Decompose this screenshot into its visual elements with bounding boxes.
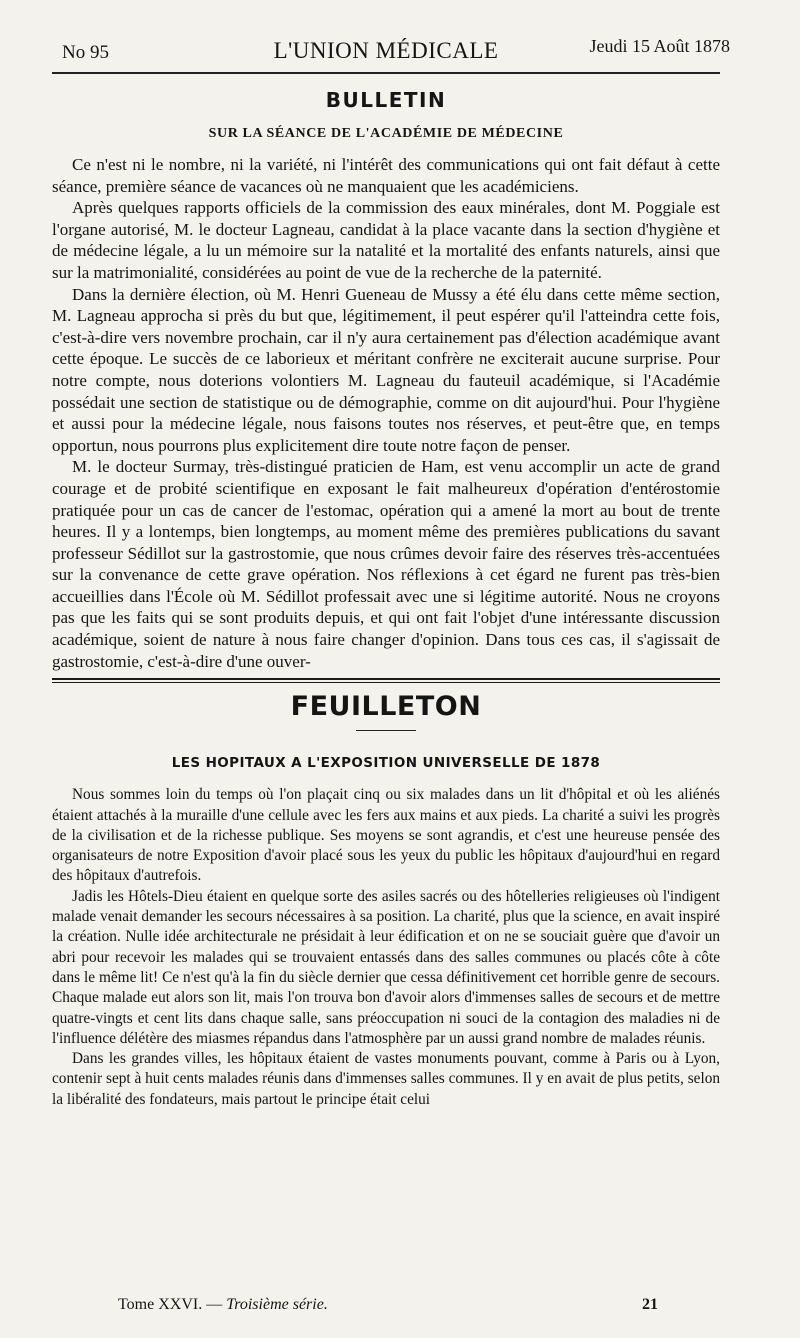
header-rule	[52, 72, 720, 74]
issue-date: Jeudi 15 Août 1878	[589, 36, 730, 56]
bulletin-subtitle: SUR LA SÉANCE DE L'ACADÉMIE DE MÉDECINE	[208, 126, 564, 141]
feuilleton-title-rule	[356, 730, 416, 731]
feuilleton-body	[52, 785, 720, 1110]
volume-info	[118, 1296, 328, 1314]
bulletin-paragraph: Dans la dernière élection, où M. Henri Gueneau de Mussy a été élu dans cette même section, M. Lagneau approcha si près du but que, légitimement, il peut espérer qu'il l'atteindra cette fois, c'est-à-dire vers novembre prochain, car il n'y aura certainement pas d'élection académique avant cette époque. Le succès de ce laborieux et méritant confrère ne exciterait aucune surprise. Pour notre compte, nous doterions volontiers M. Lagneau du fauteuil académique, si l'Académie possédait une section de statistique ou de démographie, comme on dit aujourd'hui. Pour l'hygiène et aussi pour la médecine légale, nous faisons toutes nos réserves, et peut-être que, en temps opportun, nous pourrons plus explicitement dire toute notre façon de penser.	[52, 284, 720, 455]
feuilleton-paragraph: Nous sommes loin du temps où l'on plaçait cinq ou six malades dans un lit d'hôpital et où les aliénés étaient attachés à la muraille d'une cellule avec les fers aux mains et aux pieds. La charité a suivi les progrès de la civilisation et de la richesse publique. Ses moyens se sont agrandis, et c'est une heureuse pensée des organisateurs de notre Exposition d'avoir placé sous les yeux du public les hôpitaux d'aujourd'hui en regard des hôpitaux d'autrefois.	[52, 786, 720, 885]
bulletin-paragraph: Ce n'est ni le nombre, ni la variété, ni l'intérêt des communications qui ont fait défaut à cette séance, première séance de vacances où ne manquaient que les académiciens.	[52, 155, 720, 196]
feuilleton-subtitle: LES HOPITAUX A L'EXPOSITION UNIVERSELLE DE 1878	[171, 755, 601, 772]
running-head	[52, 30, 730, 64]
bulletin-body	[52, 154, 720, 672]
page-number: 21	[642, 1296, 658, 1313]
bulletin-paragraph: Après quelques rapports officiels de la commission des eaux minérales, dont M. Poggiale est l'organe autorisé, M. le docteur Lagneau, candidat à la place vacante dans la section d'hygiène et de médecine légale, a lu un mémoire sur la natalité et la mortalité des enfants naturels, ainsi que sur la matrimonialité, considérées au point de vue de la recherche de la paternité.	[52, 198, 720, 282]
feuilleton-separator	[52, 678, 720, 683]
feuilleton-paragraph: Dans les grandes villes, les hôpitaux étaient de vastes monuments pouvant, comme à Paris ou à Lyon, contenir sept à huit cents malades réunis dans d'immenses salles communes. Il y en avait de plus petits, selon la libéralité des fondateurs, mais partout le principe était celui	[52, 1050, 720, 1108]
bulletin-title: BULLETIN	[325, 88, 447, 112]
feuilleton-title: FEUILLETON	[290, 691, 482, 723]
issue-number: No 95	[62, 42, 109, 63]
bulletin-paragraph: M. le docteur Surmay, très-distingué praticien de Ham, est venu accomplir un acte de grand courage et de probité scientifique en exposant le fait malheureux d'opération d'entérostomie pratiquée pour un cas de cancer de l'estomac, opération qui a amené la mort au bout de trente heures. Il y a lontemps, bien longtemps, au moment même des premières publications du savant professeur Sédillot sur la gastrostomie, que nous crûmes devoir faire des réserves très-accentuées sur la convenance de cette grave opération. Nos réflexions à cet égard ne furent pas très-bien accueillies dans l'École où M. Sédillot professait avec une si légitime autorité. Nous ne croyons pas que les faits qui se sont produits depuis, et qui ont fait l'objet d'une intéressante discussion académique, soient de nature à nous faire changer d'opinion. Dans tous ces cas, il s'agissait de gastrostomie, c'est-à-dire d'une ouver-	[52, 457, 720, 671]
volume-number: Tome XXVI. —	[118, 1296, 223, 1313]
feuilleton-paragraph: Jadis les Hôtels-Dieu étaient en quelque sorte des asiles sacrés ou des hôtelleries religieuses où l'indigent malade venait demander les secours nécessaires à sa position. La charité, plus que la science, en avait inspiré la création. Nulle idée architecturale ne présidait à leur édification et on ne se souciait guère que d'avoir un abri pour recevoir les malades qui se trouvaient entassés dans des salles communes ou placés côte à côte dans le même lit! Ce n'est qu'à la fin du siècle dernier que cessa définitivement cet horrible genre de secours. Chaque malade eut alors son lit, mais l'on trouva bon d'avoir alors d'immenses salles de secours et de mettre quatre-vingts et cent lits dans chaque salle, sans préoccupation ni souci de la contagion des maladies ni de l'influence délétère des miasmes répandus dans l'atmosphère par un aussi grand nombre de malades réunis.	[52, 887, 720, 1047]
journal-title: L'UNION MÉDICALE	[273, 38, 499, 63]
series-label: Troisième série.	[226, 1296, 328, 1313]
